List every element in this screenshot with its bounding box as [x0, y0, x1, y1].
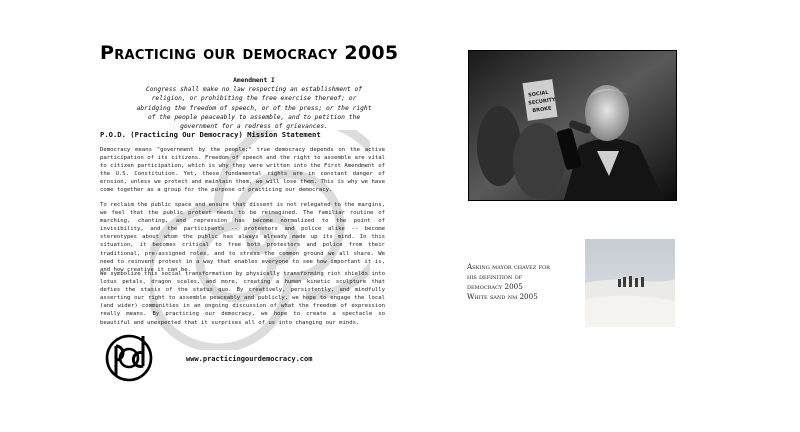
photo-caption	[467, 262, 587, 302]
page-title: Practicing our democracy 2005	[100, 42, 399, 64]
caption-line-3: democracy 2005	[467, 282, 523, 291]
mission-statement-title: P.O.D. (Practicing Our Democracy) Mission Statement	[100, 130, 321, 139]
mission-paragraph-1: Democracy means "government by the people;" true democracy depends on the active participation of its citizens. Freedom of speech and the right to assemble are vital to citizen participation, which is why they were written into the First Amendment of the U.S. Constitution. Yet, these fundamental rights are in constant danger of erosion, unless we protect and maintain them, we will lose them. This is why we have come together as a group for the purpose of practicing our democracy.	[100, 147, 385, 194]
pod-logo	[100, 332, 158, 382]
mission-paragraph-3: We symbolize this social transformation by physically transforming riot shields into lotus petals, dragon scales, and more, creating a human kinetic sculpture that defies the stasis of the status quo. By creatively, persistently, and mindfully asserting our right to assemble peaceably and publicly, we hope to engage the local (and wider) communities in an ongoing discussion of what the freedom of expression really means. By practicing our democracy, we hope to create a spectacle so beautiful and unexpected that it surprises all of us into changing our minds.	[100, 271, 385, 326]
svg-text:SOCIAL: SOCIAL	[527, 89, 549, 99]
caption-line-1: Asking mayor chavez for	[467, 262, 550, 271]
caption-line-2: his definition of	[467, 272, 523, 281]
svg-text:SECURITY: SECURITY	[527, 96, 557, 107]
caption-line-4: White sand nm 2005	[467, 292, 538, 301]
white-sands-photo	[585, 239, 675, 327]
interview-photo	[468, 50, 677, 201]
amendment-text: Congress shall make no law respecting an establishment of religion, or prohibiting the free exercise thereof; or abridging the freedom of speech, or of the press; or the right of the people peaceably to assemble, and to petition the government for a redress of grievances.	[136, 86, 372, 131]
amendment-block	[134, 76, 374, 131]
amendment-heading: Amendment I	[233, 77, 275, 84]
website-link[interactable]: www.practicingourdemocracy.com	[186, 355, 313, 363]
svg-text:BROKE: BROKE	[532, 105, 552, 115]
mission-paragraph-2: To reclaim the public space and ensure that dissent is not relegated to the margins, we feel that the public protest needs to be reimagined. The familiar routine of marching, chanting, and repression has become normalized to the point of invisibility, and the participants -- protestors and police alike -- become stereotypes about whom the public has always already made up its mind. In this situation, it becomes critical to free both protestors and police from their traditional, pre-assigned roles, and to stress the common ground we all share. We need to reinvent protest in a way that enables everyone to see how important it is, and how creative it can be.	[100, 202, 385, 273]
